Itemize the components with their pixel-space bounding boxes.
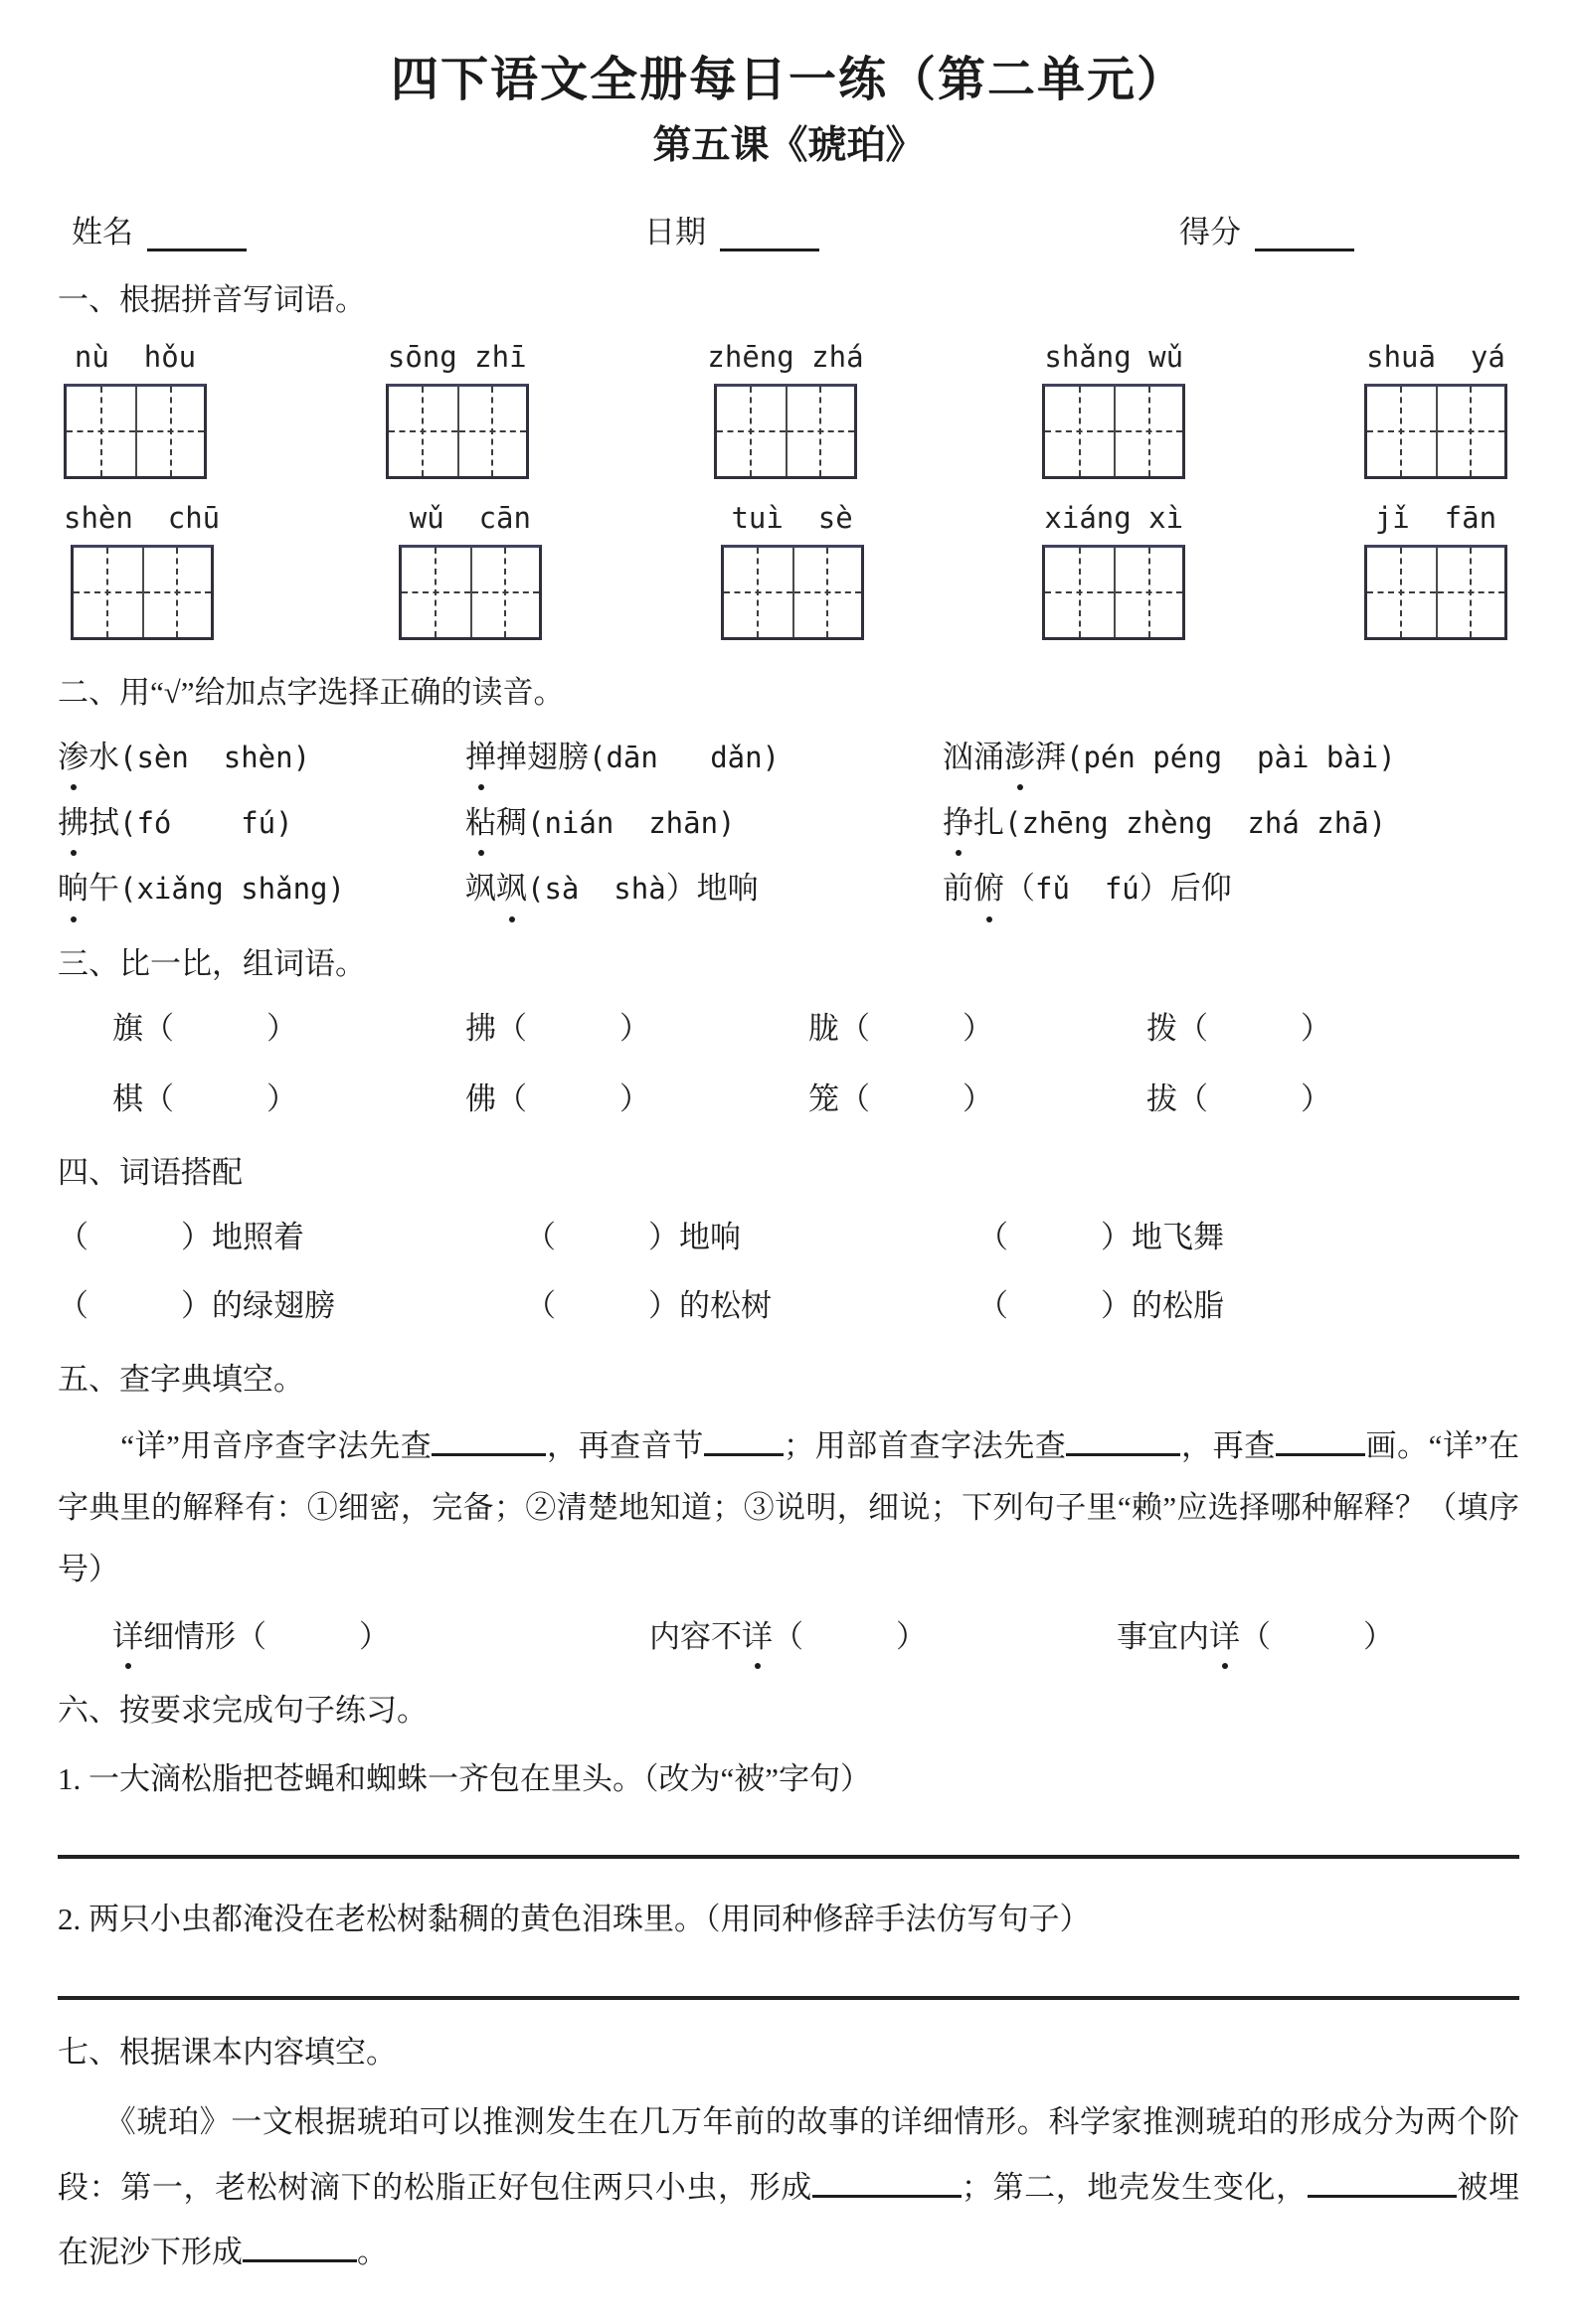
answer-line bbox=[58, 1855, 1519, 1859]
pinyin-label: jǐ fān bbox=[1374, 500, 1497, 535]
writing-grid bbox=[71, 545, 214, 640]
writing-cell bbox=[1114, 387, 1182, 476]
date-label: 日期 bbox=[644, 215, 706, 250]
fill-in-blank bbox=[1066, 1426, 1180, 1455]
pinyin-label: shèn chū bbox=[64, 500, 221, 535]
section1-heading: 一、根据拼音写词语。 bbox=[58, 282, 366, 318]
pinyin-label: shuā yá bbox=[1366, 339, 1505, 374]
section7-heading: 七、根据课本内容填空。 bbox=[58, 2034, 397, 2070]
writing-grid bbox=[1364, 545, 1507, 640]
writing-cell bbox=[1436, 387, 1504, 476]
writing-grid bbox=[714, 384, 857, 479]
writing-grid bbox=[1042, 384, 1185, 479]
word-building-item: 棋（ ） bbox=[112, 1080, 297, 1116]
section4-heading: 四、词语搭配 bbox=[58, 1154, 243, 1190]
pinyin-word bbox=[386, 340, 529, 479]
pinyin-word bbox=[1042, 501, 1185, 640]
writing-cell bbox=[717, 387, 786, 476]
score-blank bbox=[1255, 223, 1354, 251]
word-building-item: 拨（ ） bbox=[1146, 1011, 1331, 1047]
section6-heading: 六、按要求完成句子练习。 bbox=[58, 1693, 428, 1729]
score-label: 得分 bbox=[1179, 215, 1241, 250]
word-matching-item: （ ）地照着 bbox=[58, 1220, 304, 1255]
section5-heading: 五、查字典填空。 bbox=[58, 1362, 304, 1398]
writing-cell bbox=[1436, 548, 1504, 637]
word-building-grid bbox=[58, 1007, 1519, 1122]
word-matching-item: （ ）地飞舞 bbox=[977, 1220, 1224, 1255]
pinyin-label: xiáng xì bbox=[1044, 500, 1184, 535]
writing-grid bbox=[1042, 545, 1185, 640]
pinyin-word bbox=[1364, 501, 1507, 640]
name-label: 姓名 bbox=[72, 215, 133, 250]
writing-cell bbox=[792, 548, 861, 637]
page-title: 四下语文全册每日一练（第二单元） bbox=[390, 54, 1186, 106]
dictionary-paragraph: “详”用音序查字法先查 ，再查音节 ；用部首查字法先查 ，再查 画。“详”在字典里的解释有：①细密，完备；②清楚地知道；③说明，细说；下列句子里“赖”应选择哪种解释？（填序号） bbox=[58, 1427, 1519, 1586]
word-building-item: 佛（ ） bbox=[465, 1080, 650, 1116]
writing-grid bbox=[721, 545, 864, 640]
name-blank bbox=[147, 223, 247, 251]
writing-cell bbox=[135, 387, 204, 476]
writing-cell bbox=[1367, 387, 1436, 476]
word-building-item: 胧（ ） bbox=[808, 1011, 993, 1047]
pinyin-word bbox=[64, 340, 207, 479]
pinyin-word bbox=[64, 501, 220, 640]
pinyin-grid-row-2 bbox=[58, 501, 1519, 640]
fill-in-blank bbox=[432, 1426, 546, 1455]
word-building-item: 拔（ ） bbox=[1146, 1080, 1331, 1116]
word-building-item: 笼（ ） bbox=[808, 1080, 993, 1116]
pinyin-grid-row-1 bbox=[58, 340, 1519, 479]
word-matching-item: （ ）的松脂 bbox=[977, 1288, 1224, 1324]
writing-cell bbox=[1367, 548, 1436, 637]
sentence-exercise-2: 2. 两只小虫都淹没在老松树黏稠的黄色泪珠里。（用同种修辞手法仿写句子） bbox=[58, 1902, 1091, 1937]
score-field bbox=[1179, 207, 1354, 251]
word-matching-item: （ ）地响 bbox=[525, 1220, 741, 1255]
writing-cell bbox=[1045, 548, 1114, 637]
writing-cell bbox=[389, 387, 457, 476]
pinyin-word bbox=[721, 501, 864, 640]
writing-cell bbox=[1114, 548, 1182, 637]
fill-in-blank bbox=[243, 2233, 357, 2261]
name-field bbox=[72, 207, 247, 251]
pronunciation-item: 汹涌澎湃(pén péng pài bài) bbox=[943, 734, 1519, 781]
writing-cell bbox=[457, 387, 526, 476]
meaning-choice-item: 内容不详（ ） bbox=[649, 1614, 1117, 1661]
meaning-choice-item: 事宜内详（ ） bbox=[1117, 1614, 1519, 1661]
pronunciation-item: 前俯（fǔ fú）后仰 bbox=[943, 865, 1519, 913]
pronunciation-item: 拂拭(fó fú) bbox=[58, 799, 465, 847]
word-building-item: 拂（ ） bbox=[465, 1011, 650, 1047]
pinyin-word bbox=[707, 340, 863, 479]
meaning-choice-row bbox=[58, 1614, 1519, 1661]
word-matching-item: （ ）的松树 bbox=[525, 1288, 772, 1324]
textbook-fill-paragraph: 《琥珀》一文根据琥珀可以推测发生在几万年前的故事的详细情形。科学家推测琥珀的形成分为两个阶段：第一，老松树滴下的松脂正好包住两只小虫，形成 ；第二，地壳发生变化， 被埋在泥沙下形成 。 bbox=[58, 2104, 1520, 2269]
pinyin-word bbox=[1364, 340, 1507, 479]
writing-cell bbox=[1045, 387, 1114, 476]
writing-cell bbox=[470, 548, 539, 637]
fill-in-blank bbox=[1308, 2168, 1457, 2197]
writing-cell bbox=[142, 548, 211, 637]
date-blank bbox=[720, 223, 819, 251]
word-building-item: 旗（ ） bbox=[112, 1011, 297, 1047]
pronunciation-item: 晌午(xiǎng shǎng) bbox=[58, 865, 465, 913]
pinyin-word bbox=[399, 501, 542, 640]
pinyin-label: wǔ cān bbox=[409, 500, 531, 535]
header-fields bbox=[58, 207, 1519, 251]
pinyin-word bbox=[1042, 340, 1185, 479]
fill-in-blank bbox=[704, 1426, 784, 1455]
writing-cell bbox=[402, 548, 470, 637]
writing-grid bbox=[386, 384, 529, 479]
writing-cell bbox=[724, 548, 792, 637]
section3-heading: 三、比一比，组词语。 bbox=[58, 945, 366, 981]
word-matching-grid bbox=[58, 1216, 1519, 1329]
writing-grid bbox=[399, 545, 542, 640]
page-subtitle: 第五课《琥珀》 bbox=[652, 123, 925, 167]
pinyin-label: shǎng wǔ bbox=[1044, 339, 1184, 374]
fill-in-blank bbox=[812, 2168, 962, 2197]
pronunciation-item: 粘稠(nián zhān) bbox=[465, 799, 943, 847]
writing-grid bbox=[1364, 384, 1507, 479]
writing-grid bbox=[64, 384, 207, 479]
word-matching-item: （ ）的绿翅膀 bbox=[58, 1288, 335, 1324]
date-field bbox=[644, 207, 819, 251]
pronunciation-item: 掸掸翅膀(dān dǎn) bbox=[465, 734, 943, 781]
fill-in-blank bbox=[1276, 1426, 1365, 1455]
pronunciation-item: 飒飒(sà shà）地响 bbox=[465, 865, 943, 913]
pronunciation-item: 挣扎(zhēng zhèng zhá zhā) bbox=[943, 799, 1519, 847]
sentence-exercise-1: 1. 一大滴松脂把苍蝇和蜘蛛一齐包在里头。（改为“被”字句） bbox=[58, 1760, 872, 1796]
pinyin-label: zhēng zhá bbox=[707, 339, 864, 374]
pinyin-label: sōng zhī bbox=[387, 339, 527, 374]
pronunciation-item: 渗水(sèn shèn) bbox=[58, 734, 465, 781]
meaning-choice-item: 详细情形（ ） bbox=[112, 1614, 649, 1661]
writing-cell bbox=[67, 387, 135, 476]
section2-heading: 二、用“√”给加点字选择正确的读音。 bbox=[58, 674, 565, 710]
pinyin-label: nù hǒu bbox=[74, 339, 197, 374]
pronunciation-grid bbox=[58, 734, 1519, 913]
answer-line bbox=[58, 1996, 1519, 2000]
pinyin-label: tuì sè bbox=[731, 500, 853, 535]
writing-cell bbox=[786, 387, 854, 476]
writing-cell bbox=[74, 548, 142, 637]
